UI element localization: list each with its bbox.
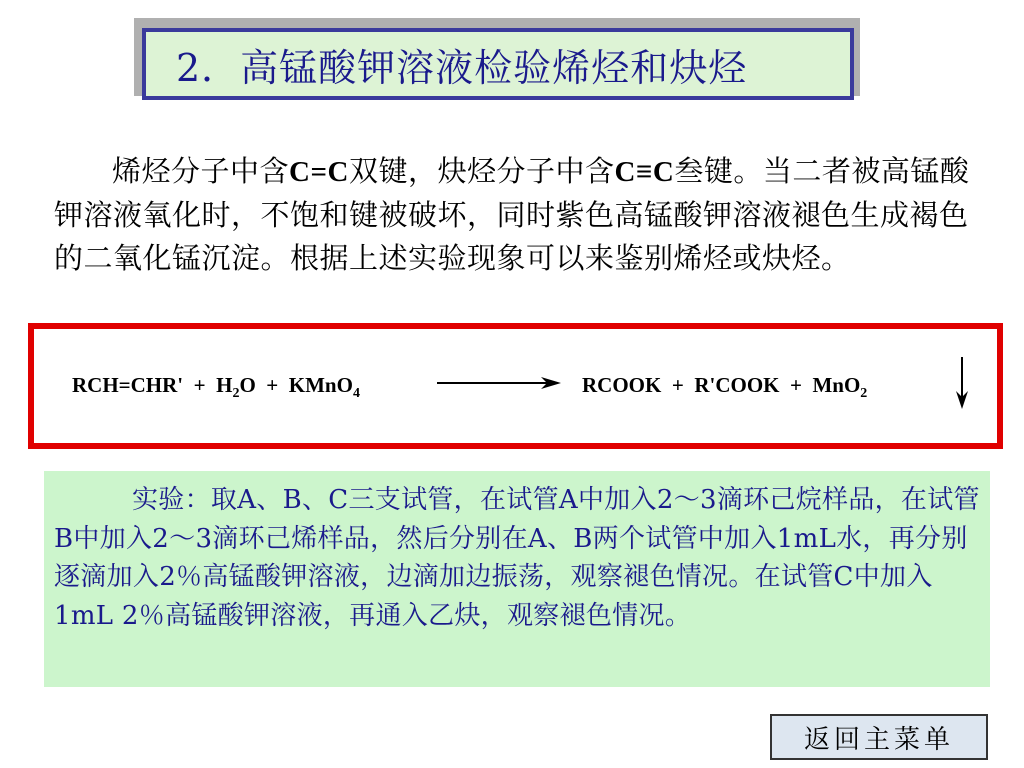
intro-text-3: 叁键。当二者被高锰酸钾溶液氧化时，不饱和键被破坏，同时紫色高锰酸钾溶液褪色生成褐色的二氧化锰沉淀。根据上述实验现象可以来鉴别烯烃或炔烃。 xyxy=(54,154,970,275)
reactant-kmno4: KMnO$_4$ xyxy=(288,373,360,402)
plus-sign: + xyxy=(266,373,279,397)
equation-box xyxy=(28,323,1003,449)
product-mno2: MnO$_2$ xyxy=(812,373,868,402)
experiment-text: 实验：取A、B、C三支试管，在试管A中加入2～3滴环己烷样品，在试管B中加入2～3滴环己烯样品，然后分别在A、B两个试管中加入1mL水，再分别逐滴加入2％高锰酸钾溶液，边滴加边振荡，观察褪色情况。在试管C中加入1mL 2％高锰酸钾溶液，再通入乙炔，观察褪色情况。 xyxy=(54,485,980,631)
triple-bond-formula: C≡C xyxy=(614,156,675,188)
equation-products xyxy=(582,373,867,402)
plus-sign: + xyxy=(671,373,684,397)
intro-text-2: 双键，炔烃分子中含 xyxy=(348,154,615,188)
reactant-water: $H_2O$ xyxy=(216,373,256,402)
title-box xyxy=(142,28,854,100)
precipitate-arrow-icon xyxy=(954,357,970,409)
reaction-arrow-icon xyxy=(437,373,562,393)
product-rcook: RCOOK xyxy=(582,373,662,397)
plus-sign: + xyxy=(789,373,802,397)
intro-paragraph xyxy=(54,150,984,280)
double-bond-formula: C=C xyxy=(289,156,349,188)
page-title: 2．高锰酸钾溶液检验烯烃和炔烃 xyxy=(176,45,748,90)
reactant-alkene: RCH=CHR' xyxy=(72,373,184,397)
return-main-menu-button[interactable]: 返回主菜单 xyxy=(770,714,988,760)
equation-reactants xyxy=(72,373,360,402)
experiment-box xyxy=(44,471,990,687)
intro-text-1: 烯烃分子中含 xyxy=(112,154,290,188)
plus-sign: + xyxy=(193,373,206,397)
product-rprimecook: R'COOK xyxy=(694,373,780,397)
